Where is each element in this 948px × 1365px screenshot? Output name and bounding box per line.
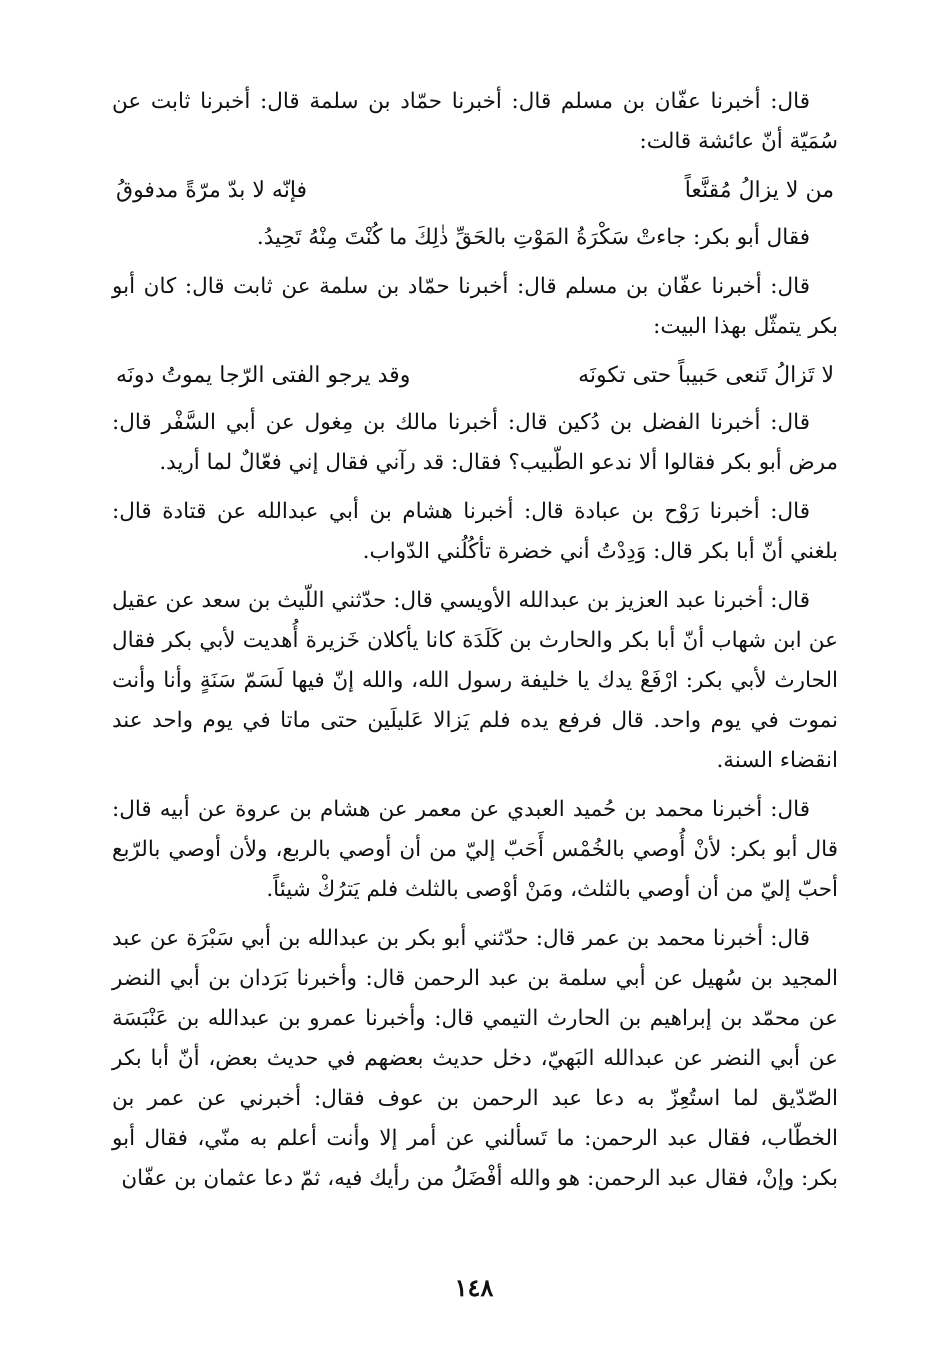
paragraph-rawh-ubada: قال: أخبرنا رَوْح بن عبادة قال: أخبرنا هشام بن أبي عبدالله عن قتادة قال: بلغني أنّ أبا بكر قال: وَدِدْتُ أني خضرة تأكُلُني الدّواب. — [112, 499, 838, 564]
paragraph-thabit: قال: أخبرنا عفّان بن مسلم قال: أخبرنا حمّاد بن سلمة عن ثابت قال: كان أبو بكر يتمثّل بهذا البيت: — [112, 274, 838, 339]
paragraph-aisha: قال: أخبرنا عفّان بن مسلم قال: أخبرنا حمّاد بن سلمة قال: أخبرنا ثابت عن سُمَيّة أنّ عائشة قالت: — [112, 89, 838, 154]
paragraph-awaisi: قال: أخبرنا عبد العزيز بن عبدالله الأويسي قال: حدّثني اللّيث بن سعد عن عقيل عن ابن شهاب أنّ أبا بكر والحارث بن كَلَدَة كانا يأكلان خَزيرة أُهديت لأبي بكر فقال الحارث لأبي بكر: ارْفَعْ يدك يا خليفة رسول الله، والله إنّ فيها لَسَمّ سَنَةٍ وأنا وأنت نموت في يوم واحد. قال فرفع يده فلم يَزالا عَليلَين حتى ماتا في يوم واحد عند انقضاء السنة. — [112, 588, 838, 773]
page-body — [112, 82, 838, 1208]
paragraph-abu-bakr-sakrat: فقال أبو بكر: جاءتْ سَكْرَةُ المَوْتِ بالحَقِّ ذٰلِكَ ما كُنْتَ مِنْهُ تَحِيدُ. — [256, 225, 810, 250]
verse-2-second-hemistich: وقد يرجو الفتى الرّجا يموتُ دونَه — [116, 363, 411, 388]
verse-line-1 — [112, 170, 838, 212]
verse-line-2 — [112, 355, 838, 397]
paragraph-muhammad-umar: قال: أخبرنا محمد بن عمر قال: حدّثني أبو بكر بن عبدالله بن أبي سَبْرَة عن عبد المجيد بن سُهيل عن أبي سلمة بن عبد الرحمن قال: وأخبرنا بَرَدان بن أبي النضر عن محمّد بن إبراهيم بن الحارث التيمي قال: وأخبرنا عمرو بن عبدالله بن عَنْبَسَة عن أبي النضر عن عبدالله البَهيّ، دخل حديث بعضهم في حديث بعض، أنّ أبا بكر الصّدّيق لما استُعِزّ به دعا عبد الرحمن بن عوف فقال: أخبرني عن عمر بن الخطّاب، فقال عبد الرحمن: ما تَسألني عن أمر إلا وأنت أعلم به منّي، فقال أبو بكر: وإنْ، فقال عبد الرحمن: هو والله أفْضَلُ من رأيك فيه، ثمّ دعا عثمان بن عفّان — [112, 926, 838, 1191]
paragraph-fadl-dukain: قال: أخبرنا الفضل بن دُكين قال: أخبرنا مالك بن مِغول عن أبي السَّفْر قال: مرض أبو بكر فقالوا ألا ندعو الطّبيب؟ فقال: قد رآني فقال إني فعّالٌ لما أريد. — [112, 410, 838, 475]
verse-1-first-hemistich: من لا يزالُ مُقنَّعاً — [684, 178, 834, 203]
page-number: ١٤٨ — [454, 1273, 494, 1302]
paragraph-humaid-abdi: قال: أخبرنا محمد بن حُميد العبدي عن معمر عن هشام بن عروة عن أبيه قال: قال أبو بكر: لأنْ أُوصي بالخُمْس أَحَبّ إليّ من أن أوصي بالربع، ولأن أوصي بالرّبع أحبّ إليّ من أن أوصي بالثلث، ومَنْ أوْصى بالثلث فلم يَترُكْ شيئاً. — [112, 797, 838, 902]
verse-1-second-hemistich: فإنّه لا بدّ مرّةً مدفوقُ — [116, 178, 308, 203]
verse-2-first-hemistich: لا تَزالُ تَنعى حَبيباً حتى تكونَه — [578, 363, 834, 388]
